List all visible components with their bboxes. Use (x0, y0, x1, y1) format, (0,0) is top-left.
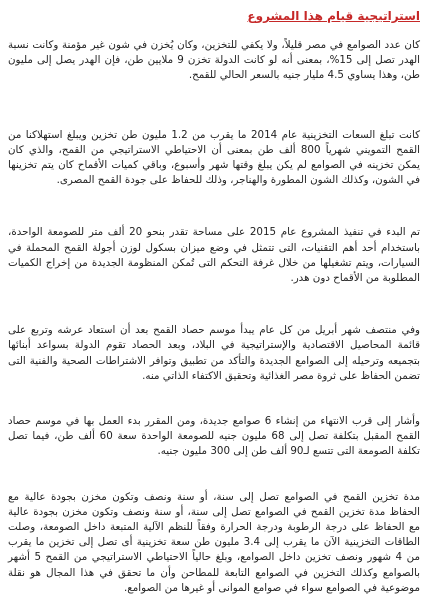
article-title: استراتيجية قيام هذا المشروع (247, 9, 420, 23)
paragraph-1: كان عدد الصوامع في مصر قليلاً، ولا يكفي للتخزين، وكان يُخزن في شون غير مؤمنة وكانت نسبة الهدر تصل إلى 15%، بمعنى أنه لو كانت الدولة تخزن 9 ملايين طن، فإن الهدر يصل إلى مليون طن، وهذا يساوي 4.5 مليار جنيه بالسعر الحالي للقمح. (8, 39, 420, 82)
paragraph-3: تم البدء في تنفيذ المشروع عام 2015 على مساحة تقدر بنحو 20 ألف متر للصومعة الواحدة، باستخدام أحد أهم التقنيات، التى تتمثل في وضع ميزان بسكول لوزن أجولة القمح المحملة في السيارات، ويتم تشغيلها من خلال غرفة التحكم التى تُمكن المنظومة الجديدة من إخراج الكميات المطلوبة من الأقماح دون هدر. (8, 226, 420, 285)
paragraph-5: وأشار إلى قرب الانتهاء من إنشاء 6 صوامع جديدة، ومن المقرر بدء العمل بها في موسم حصاد القمح المقبل بتكلفة تصل إلى 68 مليون جنيه للصومعة الواحدة سعة 60 ألف طن، فيما تصل تكلفة الصومعة التى تتسع لـ90 ألف طن إلى 300 مليون جنيه. (8, 415, 420, 458)
paragraph-6: مدة تخزين القمح في الصوامع تصل إلى سنة، أو سنة ونصف وتكون مخزن بجودة عالية مع الحفاظ مدة تخزين القمح في الصوامع تصل إلى سنة، أو سنة ونصف وتكون مخزن بجودة عالية مع الحفاظ على درجة الرطوبة ودرجة الحرارة وفقاً للنظم الآلية المتبعة داخل الصومعة، وصلت الطاقات التخزينية الآن ما يقرب إلى 3.4 مليون طن سعة تخزينية أى تصل إلى تخزين ما يقرب من 4 شهور ونصف تخزين داخل الصوامع، وبلغ حالياً الاحتياطي الاستراتيجي من القمح 5 أشهر بالصوامع وكذلك التخزين في الصوامع التابعة للمطاحن وأن ما تحقق في هذا المجال هو نقلة موضوعية في الصوامع سواء في صوامع الموانى أو غيرها من الصوامع. (8, 490, 420, 594)
paragraph-2: كانت تبلغ السعات التخزينية عام 2014 ما يقرب من 1.2 مليون طن تخزين ويبلغ استهلاكنا من القمح التمويني شهرياً 800 ألف طن بمعنى أن الاحتياطي الاستراتيجي من القمح، والذي كان يمكن تخزينه في الصوامع لم يكن يبلغ وقتها شهر وأسبوع، وباقي كميات الأقماح كان يتم تخزينها في الشون، وكذلك الشون المطورة والهناجر، وذلك للحفاظ على جودة القمح المصرى. (8, 128, 421, 187)
paragraph-4: وفي منتصف شهر أبريل من كل عام يبدأ موسم حصاد القمح بعد أن استعاد عرشه وتربع على قائمة المحاصيل الاقتصادية والإستراتيجية في البلاد، وبعد الحصاد تقوم الدولة بسواعد أبنائها بتجميعه وترحيله إلى الصوامع الجديدة والتأكد من تطبيق وتوافر الاشتراطات الصحية والفنية التى تضمن الحفاظ على ثروة مصر الغذائية وتحقيق الاكتفاء الذاتي منه. (8, 324, 420, 382)
